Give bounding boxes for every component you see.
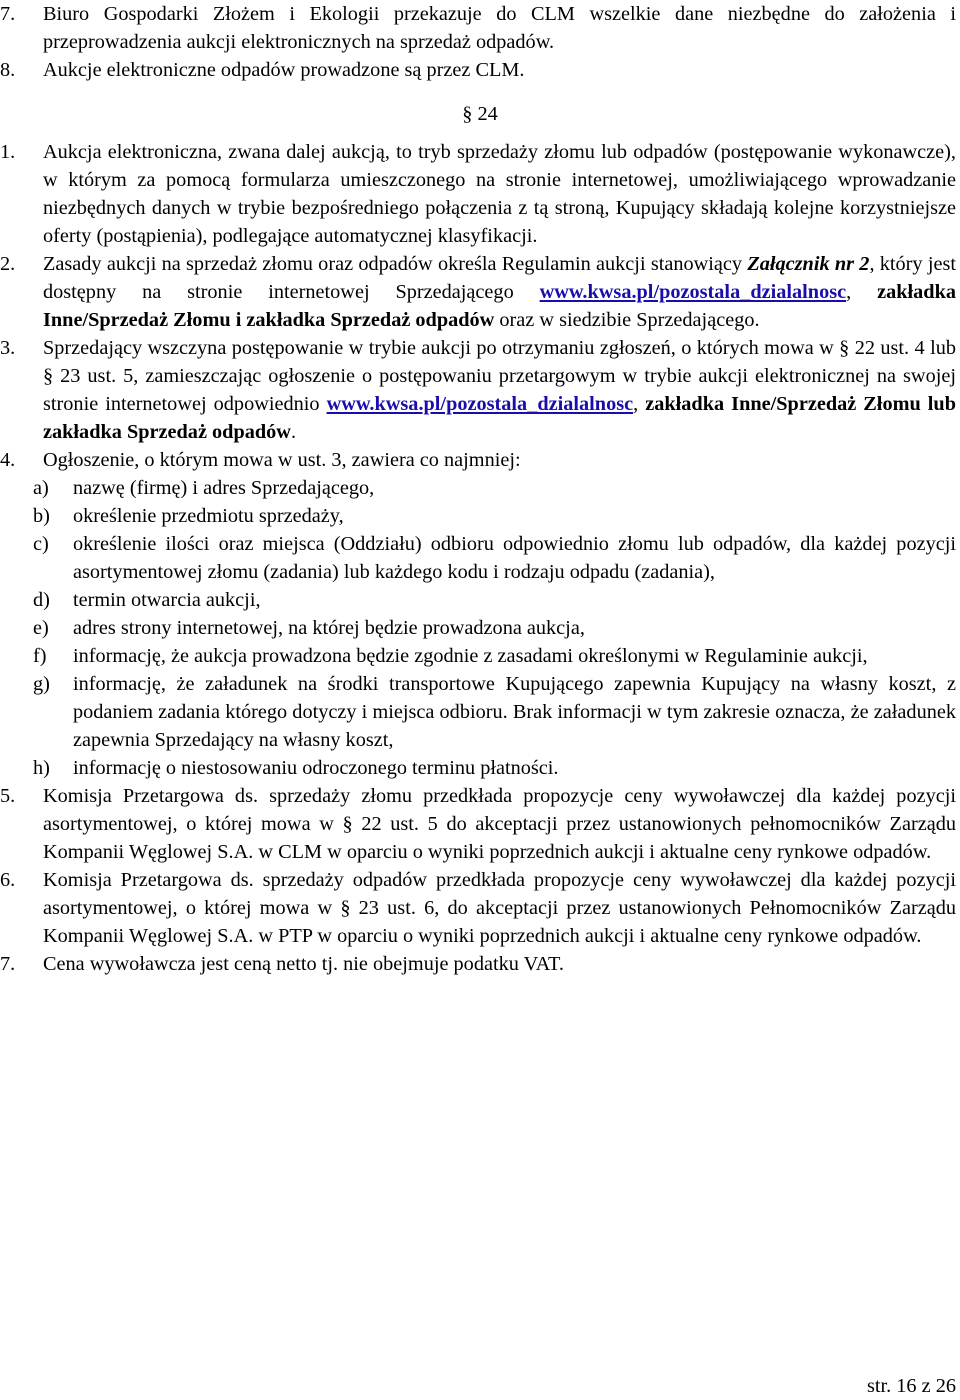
item-number: b)	[33, 505, 50, 527]
top-item-list	[0, 0, 960, 84]
item-text	[43, 250, 956, 334]
item-number: 3.	[0, 337, 16, 359]
sub-list-item	[0, 614, 960, 642]
section-heading: § 24	[462, 103, 498, 125]
item-text-part: ,	[846, 281, 878, 303]
item-number: 7.	[0, 3, 16, 25]
bottom-item-list	[0, 782, 960, 978]
item-number: 7.	[0, 953, 16, 975]
website-link[interactable]: www.kwsa.pl/pozostala_dzialalnosc	[326, 393, 634, 415]
list-item	[0, 782, 960, 866]
item-text: adres strony internetowej, na której będzie prowadzona aukcja,	[73, 617, 585, 639]
attachment-reference: Załącznik nr 2	[747, 253, 870, 275]
sub-list-item	[0, 586, 960, 614]
item-text-part: .	[290, 421, 297, 443]
list-item	[0, 950, 960, 978]
item-number: d)	[33, 589, 50, 611]
item-text-part: Zasady aukcji na sprzedaż złomu oraz odpadów określa Regulamin aukcji stanowiący	[43, 253, 748, 275]
list-item	[0, 56, 960, 84]
item-text-part: Sprzedający wszczyna postępowanie w trybie aukcji po otrzymaniu zgłoszeń, o których mowa w § 22 ust. 4 lub § 23 ust. 5, zamieszczając ogłoszenie o postępowaniu przetargowym w trybie aukcji elektronicznej na swojej stronie internetowej odpowiednio	[43, 337, 956, 415]
bold-tab-reference: zakładka Inne/Sprzedaż Złomu i zakładka Sprzedaż odpadów	[43, 281, 956, 331]
item-number: 6.	[0, 869, 16, 891]
item-text: określenie ilości oraz miejsca (Oddziału) odbioru odpowiednio złomu lub odpadów, dla każdej pozycji asortymentowej złomu (zadania) lub każdego kodu i rodzaju odpadu (zadania),	[73, 533, 956, 583]
item-text: Biuro Gospodarki Złożem i Ekologii przekazuje do CLM wszelkie dane niezbędne do założenia i przeprowadzenia aukcji elektronicznych na sprzedaż odpadów.	[43, 3, 956, 53]
list-item	[0, 250, 960, 334]
page-number: str. 16 z 26	[866, 1375, 956, 1397]
item-text: określenie przedmiotu sprzedaży,	[73, 505, 344, 527]
list-item	[0, 334, 960, 446]
item-text-part: , który jest dostępny na stronie internetowej Sprzedającego	[43, 253, 956, 303]
item-number: 5.	[0, 785, 16, 807]
item-text: Komisja Przetargowa ds. sprzedaży odpadów przedkłada propozycje ceny wywoławczej dla każdej pozycji asortymentowej, o której mowa w § 23 ust. 6, do akceptacji przez ustanowionych Pełnomocników Zarządu Kompanii Węglowej S.A. w PTP w oparciu o wyniki poprzednich aukcji i aktualne ceny rynkowe odpadów.	[43, 869, 956, 947]
sub-list-item	[0, 474, 960, 502]
item-number: 4.	[0, 449, 16, 471]
website-link[interactable]: www.kwsa.pl/pozostala_dzialalnosc	[539, 281, 847, 303]
list-item	[0, 866, 960, 950]
item-text-part: oraz w siedzibie Sprzedającego.	[494, 309, 760, 331]
item-number: g)	[33, 673, 50, 695]
sub-item-list	[0, 474, 960, 782]
item-number: e)	[33, 617, 49, 639]
sub-list-item	[0, 530, 960, 586]
item-text: informację, że załadunek na środki transportowe Kupującego zapewnia Kupujący na własny koszt, z podaniem zadania którego dotyczy i miejsca odbioru. Brak informacji w tym zakresie oznacza, że załadunek zapewnia Sprzedający na własny koszt,	[73, 673, 956, 751]
item-number: c)	[33, 533, 49, 555]
item-number: 2.	[0, 253, 16, 275]
sub-list-item	[0, 642, 960, 670]
item-text: Aukcja elektroniczna, zwana dalej aukcją, to tryb sprzedaży złomu lub odpadów (postępowanie wykonawcze), w którym za pomocą formularza umieszczonego na stronie internetowej, umożliwiającego wprowadzanie niezbędnych danych w trybie bezpośredniego połączenia z tą stroną, Kupujący składają kolejne korzystniejsze oferty (postąpienia), podlegające automatycznej klasyfikacji.	[43, 141, 956, 247]
list-item	[0, 138, 960, 250]
sub-list-item	[0, 754, 960, 782]
item-number: h)	[33, 757, 50, 779]
item-text: Cena wywoławcza jest ceną netto tj. nie obejmuje podatku VAT.	[43, 953, 564, 975]
item-text: Aukcje elektroniczne odpadów prowadzone są przez CLM.	[43, 59, 525, 81]
item-number: f)	[33, 645, 47, 667]
list-item	[0, 0, 960, 56]
item-text: nazwę (firmę) i adres Sprzedającego,	[73, 477, 375, 499]
item-text: informację o niestosowaniu odroczonego terminu płatności.	[73, 757, 559, 779]
bold-tab-reference: zakładka Inne/Sprzedaż Złomu lub zakładka Sprzedaż odpadów	[43, 393, 956, 443]
item-text: Ogłoszenie, o którym mowa w ust. 3, zawiera co najmniej:	[43, 449, 521, 471]
item-text: informację, że aukcja prowadzona będzie zgodnie z zasadami określonymi w Regulaminie aukcji,	[73, 645, 868, 667]
item-number: 8.	[0, 59, 16, 81]
item-text	[43, 334, 956, 446]
item-number: a)	[33, 477, 49, 499]
sub-list-item	[0, 502, 960, 530]
item-text: Komisja Przetargowa ds. sprzedaży złomu przedkłada propozycje ceny wywoławczej dla każdej pozycji asortymentowej, o której mowa w § 22 ust. 5 do akceptacji przez ustanowionych pełnomocników Zarządu Kompanii Węglowej S.A. w CLM w oparciu o wyniki poprzednich aukcji i aktualne ceny rynkowe odpadów.	[43, 785, 956, 863]
item-text-part: ,	[633, 393, 646, 415]
item-text: termin otwarcia aukcji,	[73, 589, 261, 611]
sub-list-item	[0, 670, 960, 754]
item-number: 1.	[0, 141, 16, 163]
list-item	[0, 446, 960, 474]
